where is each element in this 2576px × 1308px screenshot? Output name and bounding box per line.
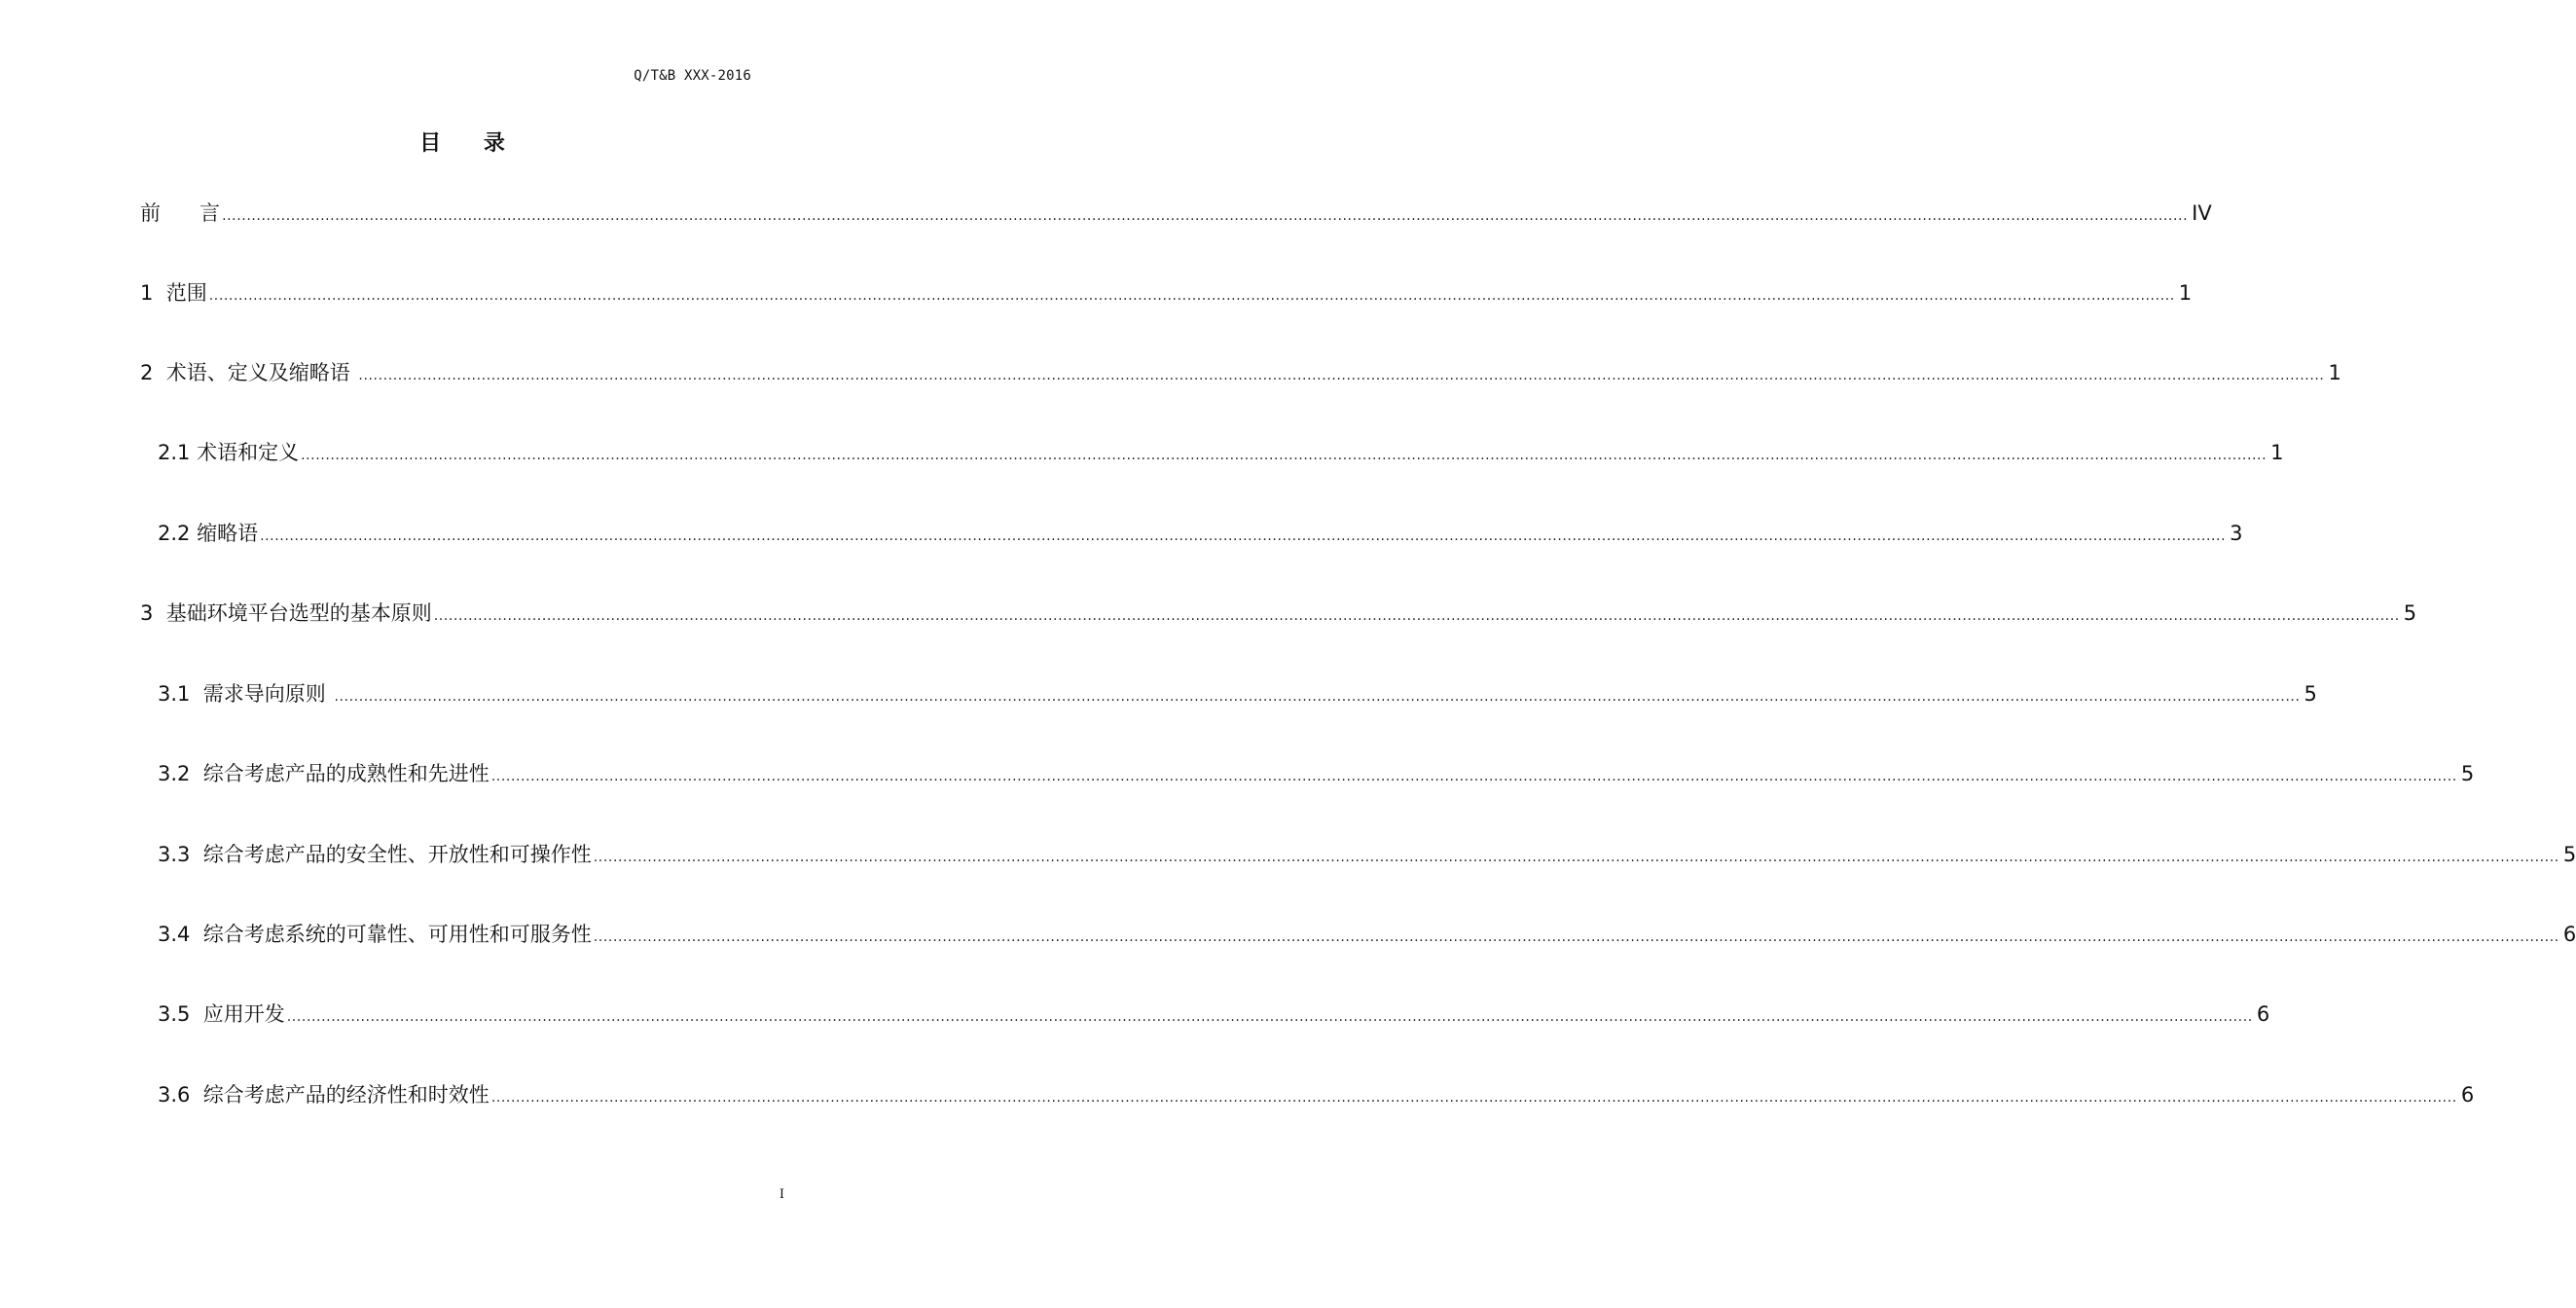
document-code: Q/T&B XXX-2016 [634, 68, 751, 84]
toc-entry-1[interactable] [140, 276, 2193, 309]
toc-entry-page: 3 [2230, 522, 2243, 545]
toc-entry-page: 5 [2304, 682, 2317, 706]
page-number: I [779, 1187, 784, 1202]
toc-entry-page: 6 [2256, 1002, 2270, 1026]
toc-entry-page: 1 [2178, 281, 2193, 305]
toc-entry-label: 3 基础环境平台选型的基本原则 [140, 601, 432, 625]
toc-entry-label: 2.1 术语和定义 [158, 441, 300, 464]
toc-entry-3[interactable] [140, 597, 2417, 630]
toc-entry-page: 6 [2562, 923, 2576, 946]
toc-entry-page: 1 [2270, 441, 2284, 464]
toc-entry-label: 2.2 缩略语 [158, 522, 259, 545]
toc-entry-page: IV [2192, 201, 2212, 225]
toc-leader: ................................................................................................................................................................................................................................................................................................................................................................................................................ [334, 689, 2301, 705]
toc-entry-3-5[interactable] [140, 998, 2270, 1031]
toc-leader: ................................................................................................................................................................................................................................................................................................................................................................................................................ [222, 208, 2189, 224]
toc-entry-label: 3.3 综合考虑产品的安全性、开放性和可操作性 [158, 843, 592, 866]
toc-entry-page: 6 [2460, 1083, 2475, 1107]
toc-entry-foreword[interactable] [140, 197, 2212, 230]
toc-leader: ................................................................................................................................................................................................................................................................................................................................................................................................................ [301, 448, 2268, 463]
toc-entry-label: 3.2 综合考虑产品的成熟性和先进性 [158, 762, 490, 785]
toc-leader: ................................................................................................................................................................................................................................................................................................................................................................................................................ [260, 528, 2227, 544]
toc-entry-3-3[interactable] [140, 838, 2576, 871]
toc-leader: ................................................................................................................................................................................................................................................................................................................................................................................................................ [490, 769, 2457, 784]
toc-entry-label: 前 言 [140, 201, 221, 225]
toc-entry-label: 3.5 应用开发 [158, 1002, 285, 1026]
toc-leader: ................................................................................................................................................................................................................................................................................................................................................................................................................ [433, 608, 2400, 624]
toc-entry-label: 3.6 综合考虑产品的经济性和时效性 [158, 1083, 490, 1107]
toc-entry-2[interactable] [140, 356, 2341, 389]
toc-entry-page: 5 [2562, 843, 2576, 866]
toc-entry-3-1[interactable] [140, 677, 2317, 710]
toc-leader: ................................................................................................................................................................................................................................................................................................................................................................................................................ [490, 1090, 2457, 1106]
toc-entry-label: 3.1 需求导向原则 [158, 682, 333, 706]
toc-entry-page: 5 [2403, 601, 2417, 625]
table-of-contents [140, 0, 2576, 1308]
toc-entry-label: 1 范围 [140, 281, 207, 305]
page-title: 目 录 [419, 131, 523, 156]
toc-leader: ................................................................................................................................................................................................................................................................................................................................................................................................................ [286, 1009, 2253, 1025]
toc-leader: ................................................................................................................................................................................................................................................................................................................................................................................................................ [208, 288, 2175, 304]
toc-leader: ................................................................................................................................................................................................................................................................................................................................................................................................................ [593, 850, 2559, 865]
toc-entry-3-4[interactable] [140, 918, 2576, 951]
toc-entry-3-2[interactable] [140, 757, 2475, 790]
toc-entry-2-1[interactable] [140, 436, 2284, 469]
toc-entry-page: 5 [2460, 762, 2475, 785]
toc-entry-label: 2 术语、定义及缩略语 [140, 361, 357, 384]
toc-leader: ................................................................................................................................................................................................................................................................................................................................................................................................................ [593, 929, 2559, 945]
toc-entry-2-2[interactable] [140, 517, 2243, 550]
toc-entry-label: 3.4 综合考虑系统的可靠性、可用性和可服务性 [158, 923, 592, 946]
toc-leader: ................................................................................................................................................................................................................................................................................................................................................................................................................ [358, 368, 2325, 383]
toc-entry-3-6[interactable] [140, 1078, 2475, 1111]
toc-entry-page: 1 [2328, 361, 2341, 384]
